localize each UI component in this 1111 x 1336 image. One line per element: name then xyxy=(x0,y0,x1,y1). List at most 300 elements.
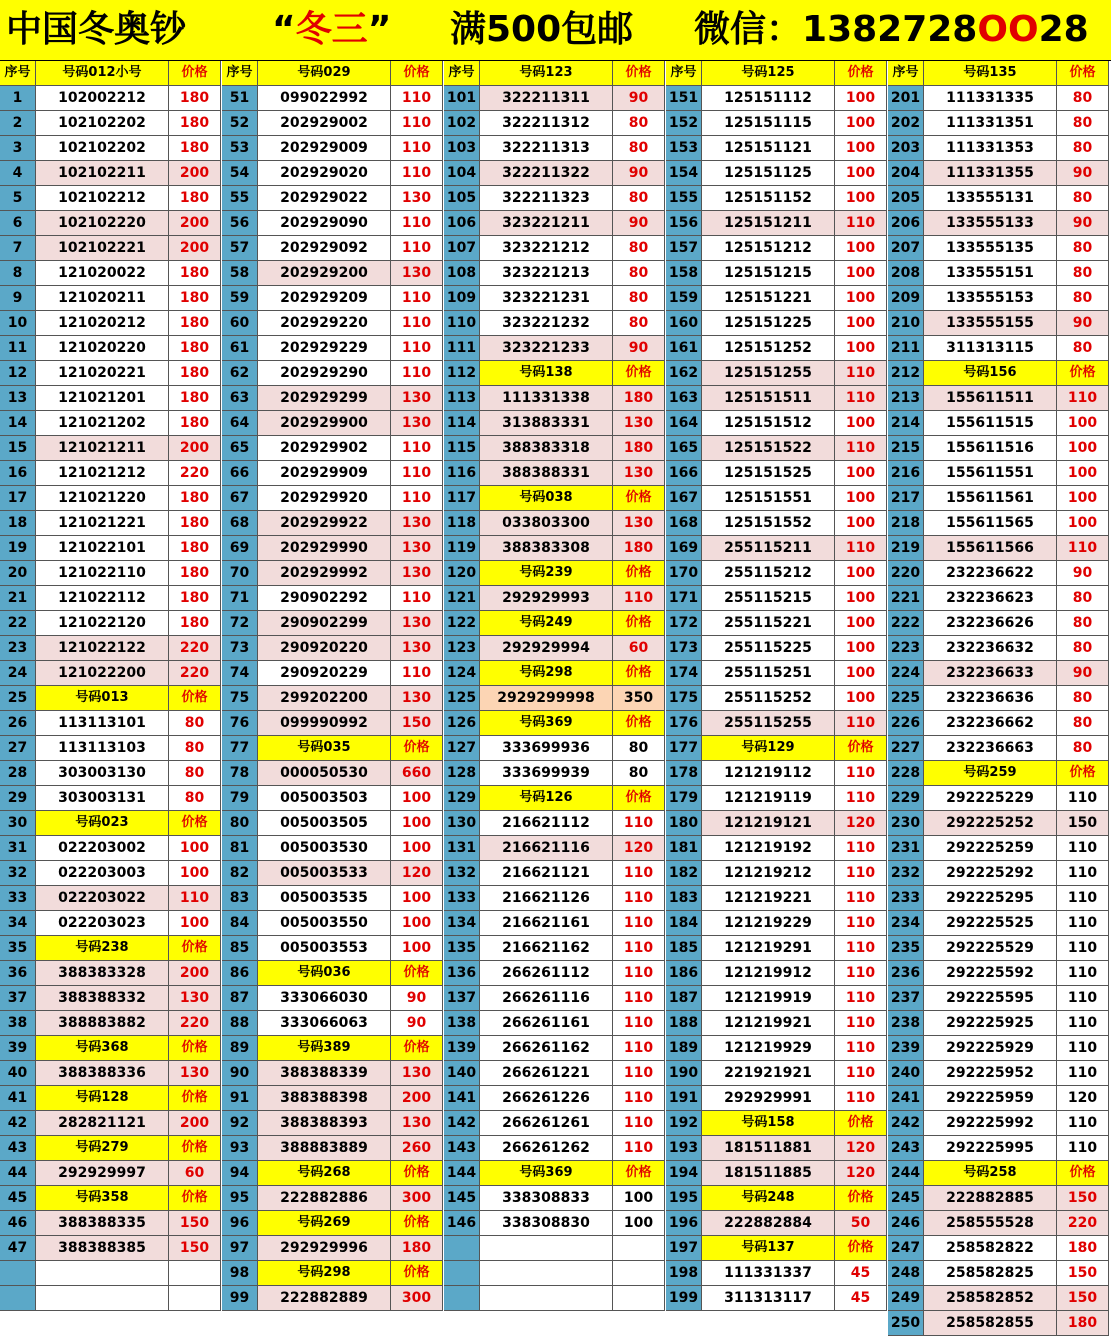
banknote-number: 266261261 xyxy=(480,1111,613,1136)
price-cell: 80 xyxy=(169,761,221,786)
section-header-price: 价格 xyxy=(169,811,221,836)
price-cell: 100 xyxy=(835,611,887,636)
banknote-number: 338308833 xyxy=(480,1186,613,1211)
banknote-number xyxy=(36,1286,169,1311)
banknote-number xyxy=(480,1286,613,1311)
price-cell: 110 xyxy=(391,311,443,336)
row-index: 81 xyxy=(222,836,258,861)
banknote-number: 202929992 xyxy=(258,561,391,586)
price-cell: 110 xyxy=(835,536,887,561)
banknote-number: 125151255 xyxy=(702,361,835,386)
row-index: 94 xyxy=(222,1161,258,1186)
price-cell: 180 xyxy=(169,86,221,111)
row-index: 146 xyxy=(444,1211,480,1236)
column-header-number: 号码029 xyxy=(258,61,391,86)
price-cell xyxy=(169,1286,221,1311)
price-cell: 80 xyxy=(1057,136,1109,161)
section-header-price: 价格 xyxy=(613,361,665,386)
row-index: 108 xyxy=(444,261,480,286)
price-cell xyxy=(613,1261,665,1286)
row-index: 117 xyxy=(444,486,480,511)
price-cell: 220 xyxy=(169,661,221,686)
row-index: 57 xyxy=(222,236,258,261)
row-index: 46 xyxy=(0,1211,36,1236)
price-cell: 100 xyxy=(169,861,221,886)
banknote-number: 202929909 xyxy=(258,461,391,486)
banknote-number: 202929299 xyxy=(258,386,391,411)
price-cell: 80 xyxy=(1057,86,1109,111)
price-cell: 130 xyxy=(169,986,221,1011)
price-cell: 110 xyxy=(391,486,443,511)
banknote-number: 005003505 xyxy=(258,811,391,836)
price-cell: 200 xyxy=(391,1086,443,1111)
row-index: 88 xyxy=(222,1011,258,1036)
row-index: 241 xyxy=(888,1086,924,1111)
row-index: 36 xyxy=(0,961,36,986)
row-index: 70 xyxy=(222,561,258,586)
price-cell: 130 xyxy=(391,386,443,411)
row-index: 142 xyxy=(444,1111,480,1136)
section-header: 号码258 xyxy=(924,1161,1057,1186)
row-index: 204 xyxy=(888,161,924,186)
row-index: 239 xyxy=(888,1036,924,1061)
price-cell: 110 xyxy=(1057,536,1109,561)
price-cell: 110 xyxy=(391,461,443,486)
price-cell: 100 xyxy=(835,511,887,536)
banknote-number: 022203022 xyxy=(36,886,169,911)
banknote-number: 111331351 xyxy=(924,111,1057,136)
row-index: 244 xyxy=(888,1161,924,1186)
banknote-number: 333699936 xyxy=(480,736,613,761)
section-header: 号码238 xyxy=(36,936,169,961)
section-header: 号码129 xyxy=(702,736,835,761)
price-cell: 100 xyxy=(835,661,887,686)
price-cell: 180 xyxy=(169,311,221,336)
row-index: 96 xyxy=(222,1211,258,1236)
price-cell: 180 xyxy=(169,486,221,511)
row-index: 247 xyxy=(888,1236,924,1261)
price-cell: 110 xyxy=(613,861,665,886)
row-index: 187 xyxy=(666,986,702,1011)
banknote-number: 121021202 xyxy=(36,411,169,436)
banknote-number: 121021201 xyxy=(36,386,169,411)
banknote-number: 121219919 xyxy=(702,986,835,1011)
banknote-number: 290902299 xyxy=(258,611,391,636)
price-cell: 110 xyxy=(1057,911,1109,936)
banknote-number: 113113103 xyxy=(36,736,169,761)
banknote-number: 323221212 xyxy=(480,236,613,261)
row-index: 137 xyxy=(444,986,480,1011)
price-cell: 150 xyxy=(169,1236,221,1261)
section-header-price: 价格 xyxy=(169,1136,221,1161)
banknote-number: 202929009 xyxy=(258,136,391,161)
price-cell: 180 xyxy=(613,536,665,561)
banknote-number: 311313117 xyxy=(702,1286,835,1311)
row-index: 136 xyxy=(444,961,480,986)
price-cell: 300 xyxy=(391,1286,443,1311)
price-cell: 180 xyxy=(1057,1236,1109,1261)
row-index: 34 xyxy=(0,911,36,936)
price-cell: 110 xyxy=(613,1111,665,1136)
row-index: 25 xyxy=(0,686,36,711)
row-index: 172 xyxy=(666,611,702,636)
row-index: 121 xyxy=(444,586,480,611)
price-cell: 90 xyxy=(1057,211,1109,236)
section-header: 号码138 xyxy=(480,361,613,386)
banknote-number: 323221213 xyxy=(480,261,613,286)
price-cell: 80 xyxy=(613,111,665,136)
price-cell: 80 xyxy=(169,736,221,761)
price-cell: 150 xyxy=(391,711,443,736)
banknote-number: 202929920 xyxy=(258,486,391,511)
section-header-price: 价格 xyxy=(835,736,887,761)
banknote-number: 125151552 xyxy=(702,511,835,536)
price-cell: 110 xyxy=(835,1086,887,1111)
banknote-number: 292225292 xyxy=(924,861,1057,886)
row-index xyxy=(444,1261,480,1286)
row-index: 182 xyxy=(666,861,702,886)
banknote-number: 388883882 xyxy=(36,1011,169,1036)
price-cell: 80 xyxy=(169,786,221,811)
price-cell: 110 xyxy=(391,211,443,236)
section-header-price: 价格 xyxy=(1057,761,1109,786)
row-index: 10 xyxy=(0,311,36,336)
banknote-number: 181511881 xyxy=(702,1136,835,1161)
column-header-index: 序号 xyxy=(444,61,480,86)
banknote-number: 125151211 xyxy=(702,211,835,236)
row-index xyxy=(444,1236,480,1261)
row-index: 112 xyxy=(444,361,480,386)
banknote-number: 292929993 xyxy=(480,586,613,611)
column-header-number: 号码135 xyxy=(924,61,1057,86)
row-index: 106 xyxy=(444,211,480,236)
row-index: 230 xyxy=(888,811,924,836)
row-index: 245 xyxy=(888,1186,924,1211)
price-cell: 130 xyxy=(391,536,443,561)
row-index: 195 xyxy=(666,1186,702,1211)
section-header: 号码158 xyxy=(702,1111,835,1136)
banknote-number: 099990992 xyxy=(258,711,391,736)
price-cell: 100 xyxy=(835,286,887,311)
row-index: 130 xyxy=(444,811,480,836)
row-index: 14 xyxy=(0,411,36,436)
price-cell: 100 xyxy=(835,461,887,486)
row-index: 52 xyxy=(222,111,258,136)
row-index: 37 xyxy=(0,986,36,1011)
row-index: 69 xyxy=(222,536,258,561)
section-header-price: 价格 xyxy=(391,1036,443,1061)
row-index: 124 xyxy=(444,661,480,686)
banknote-number: 121219192 xyxy=(702,836,835,861)
row-index: 165 xyxy=(666,436,702,461)
banknote-number: 388388332 xyxy=(36,986,169,1011)
row-index: 38 xyxy=(0,1011,36,1036)
banknote-number: 216621116 xyxy=(480,836,613,861)
section-header: 号码368 xyxy=(36,1036,169,1061)
banknote-number: 323221231 xyxy=(480,286,613,311)
row-index: 188 xyxy=(666,1011,702,1036)
banknote-number: 388383328 xyxy=(36,961,169,986)
row-index: 179 xyxy=(666,786,702,811)
banknote-number: 292225525 xyxy=(924,911,1057,936)
banknote-number: 333066063 xyxy=(258,1011,391,1036)
row-index: 123 xyxy=(444,636,480,661)
banknote-number: 232236623 xyxy=(924,586,1057,611)
row-index: 17 xyxy=(0,486,36,511)
banknote-number: 292225259 xyxy=(924,836,1057,861)
banknote-number: 102102220 xyxy=(36,211,169,236)
price-cell: 220 xyxy=(169,636,221,661)
section-header-price: 价格 xyxy=(391,736,443,761)
banknote-number: 292225592 xyxy=(924,961,1057,986)
price-cell: 100 xyxy=(1057,411,1109,436)
banknote-number: 125151115 xyxy=(702,111,835,136)
row-index: 233 xyxy=(888,886,924,911)
banknote-number: 111331353 xyxy=(924,136,1057,161)
row-index: 170 xyxy=(666,561,702,586)
row-index: 122 xyxy=(444,611,480,636)
section-header-price: 价格 xyxy=(391,1211,443,1236)
price-cell: 80 xyxy=(1057,286,1109,311)
row-index: 162 xyxy=(666,361,702,386)
row-index: 226 xyxy=(888,711,924,736)
price-cell xyxy=(169,1261,221,1286)
row-index: 75 xyxy=(222,686,258,711)
price-cell: 130 xyxy=(613,511,665,536)
row-index: 207 xyxy=(888,236,924,261)
row-index: 85 xyxy=(222,936,258,961)
price-cell: 100 xyxy=(835,161,887,186)
row-index: 192 xyxy=(666,1111,702,1136)
price-cell: 110 xyxy=(1057,1136,1109,1161)
price-cell: 60 xyxy=(169,1161,221,1186)
section-header-price: 价格 xyxy=(391,1261,443,1286)
section-header-price: 价格 xyxy=(169,936,221,961)
title-banner xyxy=(0,0,1111,61)
row-index: 8 xyxy=(0,261,36,286)
banknote-number: 181511885 xyxy=(702,1161,835,1186)
price-cell: 130 xyxy=(391,1061,443,1086)
price-cell: 110 xyxy=(1057,786,1109,811)
price-cell: 100 xyxy=(835,136,887,161)
section-header-price: 价格 xyxy=(169,1086,221,1111)
column-header-number: 号码012小号 xyxy=(36,61,169,86)
row-index xyxy=(444,1286,480,1311)
price-cell: 110 xyxy=(835,386,887,411)
row-index: 160 xyxy=(666,311,702,336)
price-cell: 180 xyxy=(169,336,221,361)
price-cell: 100 xyxy=(835,561,887,586)
section-header: 号码249 xyxy=(480,611,613,636)
row-index: 242 xyxy=(888,1111,924,1136)
banknote-number: 125151121 xyxy=(702,136,835,161)
banknote-number: 311313115 xyxy=(924,336,1057,361)
price-cell: 80 xyxy=(169,711,221,736)
price-cell: 110 xyxy=(391,286,443,311)
banknote-number: 266261221 xyxy=(480,1061,613,1086)
row-index: 221 xyxy=(888,586,924,611)
banknote-number: 202929022 xyxy=(258,186,391,211)
banknote-number: 266261162 xyxy=(480,1036,613,1061)
column-header-number: 号码123 xyxy=(480,61,613,86)
row-index: 27 xyxy=(0,736,36,761)
section-header: 号码035 xyxy=(258,736,391,761)
banknote-number: 121219921 xyxy=(702,1011,835,1036)
banknote-number: 322211322 xyxy=(480,161,613,186)
banknote-number: 202929902 xyxy=(258,436,391,461)
row-index: 109 xyxy=(444,286,480,311)
banknote-number: 121020211 xyxy=(36,286,169,311)
price-cell: 220 xyxy=(169,461,221,486)
row-index: 211 xyxy=(888,336,924,361)
banknote-number: 282821121 xyxy=(36,1111,169,1136)
price-cell: 180 xyxy=(169,361,221,386)
section-header: 号码137 xyxy=(702,1236,835,1261)
banknote-number: 125151551 xyxy=(702,486,835,511)
row-index: 76 xyxy=(222,711,258,736)
price-cell: 660 xyxy=(391,761,443,786)
banknote-number: 303003131 xyxy=(36,786,169,811)
banknote-number: 216621112 xyxy=(480,811,613,836)
price-cell: 100 xyxy=(835,586,887,611)
row-index: 196 xyxy=(666,1211,702,1236)
row-index: 83 xyxy=(222,886,258,911)
banknote-number: 125151221 xyxy=(702,286,835,311)
section-header: 号码369 xyxy=(480,711,613,736)
banknote-number: 102002212 xyxy=(36,86,169,111)
row-index: 33 xyxy=(0,886,36,911)
banknote-number: 111331337 xyxy=(702,1261,835,1286)
price-cell: 130 xyxy=(391,261,443,286)
row-index: 153 xyxy=(666,136,702,161)
section-header-price: 价格 xyxy=(835,1236,887,1261)
banknote-number: 102102211 xyxy=(36,161,169,186)
row-index: 67 xyxy=(222,486,258,511)
row-index: 107 xyxy=(444,236,480,261)
row-index: 220 xyxy=(888,561,924,586)
price-cell: 100 xyxy=(835,236,887,261)
price-cell: 80 xyxy=(613,311,665,336)
row-index: 99 xyxy=(222,1286,258,1311)
banknote-number: 292225252 xyxy=(924,811,1057,836)
row-index: 191 xyxy=(666,1086,702,1111)
section-header-price: 价格 xyxy=(613,786,665,811)
price-cell: 100 xyxy=(391,911,443,936)
banknote-number: 323221211 xyxy=(480,211,613,236)
price-cell: 50 xyxy=(835,1211,887,1236)
row-index: 55 xyxy=(222,186,258,211)
banknote-number: 258582825 xyxy=(924,1261,1057,1286)
row-index: 236 xyxy=(888,961,924,986)
price-cell: 110 xyxy=(613,1011,665,1036)
row-index: 225 xyxy=(888,686,924,711)
price-cell: 110 xyxy=(1057,986,1109,1011)
price-cell: 90 xyxy=(1057,311,1109,336)
price-cell: 350 xyxy=(613,686,665,711)
price-cell: 110 xyxy=(835,761,887,786)
section-header: 号码038 xyxy=(480,486,613,511)
price-cell: 180 xyxy=(169,136,221,161)
row-index: 120 xyxy=(444,561,480,586)
banknote-number: 155611561 xyxy=(924,486,1057,511)
section-header-price: 价格 xyxy=(613,611,665,636)
row-index: 28 xyxy=(0,761,36,786)
banknote-number: 121219221 xyxy=(702,886,835,911)
row-index: 215 xyxy=(888,436,924,461)
section-header-price: 价格 xyxy=(1057,361,1109,386)
banknote-number: 202929200 xyxy=(258,261,391,286)
price-cell: 100 xyxy=(835,86,887,111)
row-index: 29 xyxy=(0,786,36,811)
price-cell: 180 xyxy=(1057,1311,1109,1336)
row-index: 194 xyxy=(666,1161,702,1186)
column-header-number: 号码125 xyxy=(702,61,835,86)
banknote-number: 232236663 xyxy=(924,736,1057,761)
row-index: 198 xyxy=(666,1261,702,1286)
row-index: 110 xyxy=(444,311,480,336)
price-cell: 110 xyxy=(835,1011,887,1036)
row-index: 47 xyxy=(0,1236,36,1261)
banknote-number: 292929997 xyxy=(36,1161,169,1186)
section-header: 号码298 xyxy=(480,661,613,686)
banknote-number: 255115255 xyxy=(702,711,835,736)
price-cell: 80 xyxy=(1057,111,1109,136)
price-cell: 180 xyxy=(169,186,221,211)
price-cell: 80 xyxy=(613,261,665,286)
row-index: 141 xyxy=(444,1086,480,1111)
banknote-number: 202929229 xyxy=(258,336,391,361)
section-header: 号码128 xyxy=(36,1086,169,1111)
row-index: 16 xyxy=(0,461,36,486)
price-cell: 80 xyxy=(613,736,665,761)
price-cell: 110 xyxy=(1057,861,1109,886)
price-cell: 80 xyxy=(613,761,665,786)
banknote-number: 388388335 xyxy=(36,1211,169,1236)
banknote-number: 111331338 xyxy=(480,386,613,411)
row-index: 175 xyxy=(666,686,702,711)
row-index: 249 xyxy=(888,1286,924,1311)
banknote-number: 216621162 xyxy=(480,936,613,961)
price-cell: 130 xyxy=(391,511,443,536)
banknote-number: 111331335 xyxy=(924,86,1057,111)
section-header: 号码269 xyxy=(258,1211,391,1236)
row-index: 41 xyxy=(0,1086,36,1111)
row-index: 193 xyxy=(666,1136,702,1161)
price-cell: 100 xyxy=(835,261,887,286)
section-header: 号码036 xyxy=(258,961,391,986)
price-cell: 110 xyxy=(391,436,443,461)
banknote-number: 125151112 xyxy=(702,86,835,111)
row-index: 105 xyxy=(444,186,480,211)
price-cell: 100 xyxy=(1057,486,1109,511)
banknote-number: 121219212 xyxy=(702,861,835,886)
column-header-index: 序号 xyxy=(666,61,702,86)
price-cell: 110 xyxy=(613,886,665,911)
banknote-number: 005003533 xyxy=(258,861,391,886)
row-index: 125 xyxy=(444,686,480,711)
banknote-number: 292225529 xyxy=(924,936,1057,961)
row-index: 227 xyxy=(888,736,924,761)
row-index: 168 xyxy=(666,511,702,536)
price-cell: 100 xyxy=(835,111,887,136)
price-cell: 90 xyxy=(613,336,665,361)
price-cell: 110 xyxy=(835,986,887,1011)
price-cell: 100 xyxy=(835,486,887,511)
row-index: 6 xyxy=(0,211,36,236)
banknote-number: 121022112 xyxy=(36,586,169,611)
price-cell: 180 xyxy=(391,1236,443,1261)
banknote-number: 388388339 xyxy=(258,1061,391,1086)
